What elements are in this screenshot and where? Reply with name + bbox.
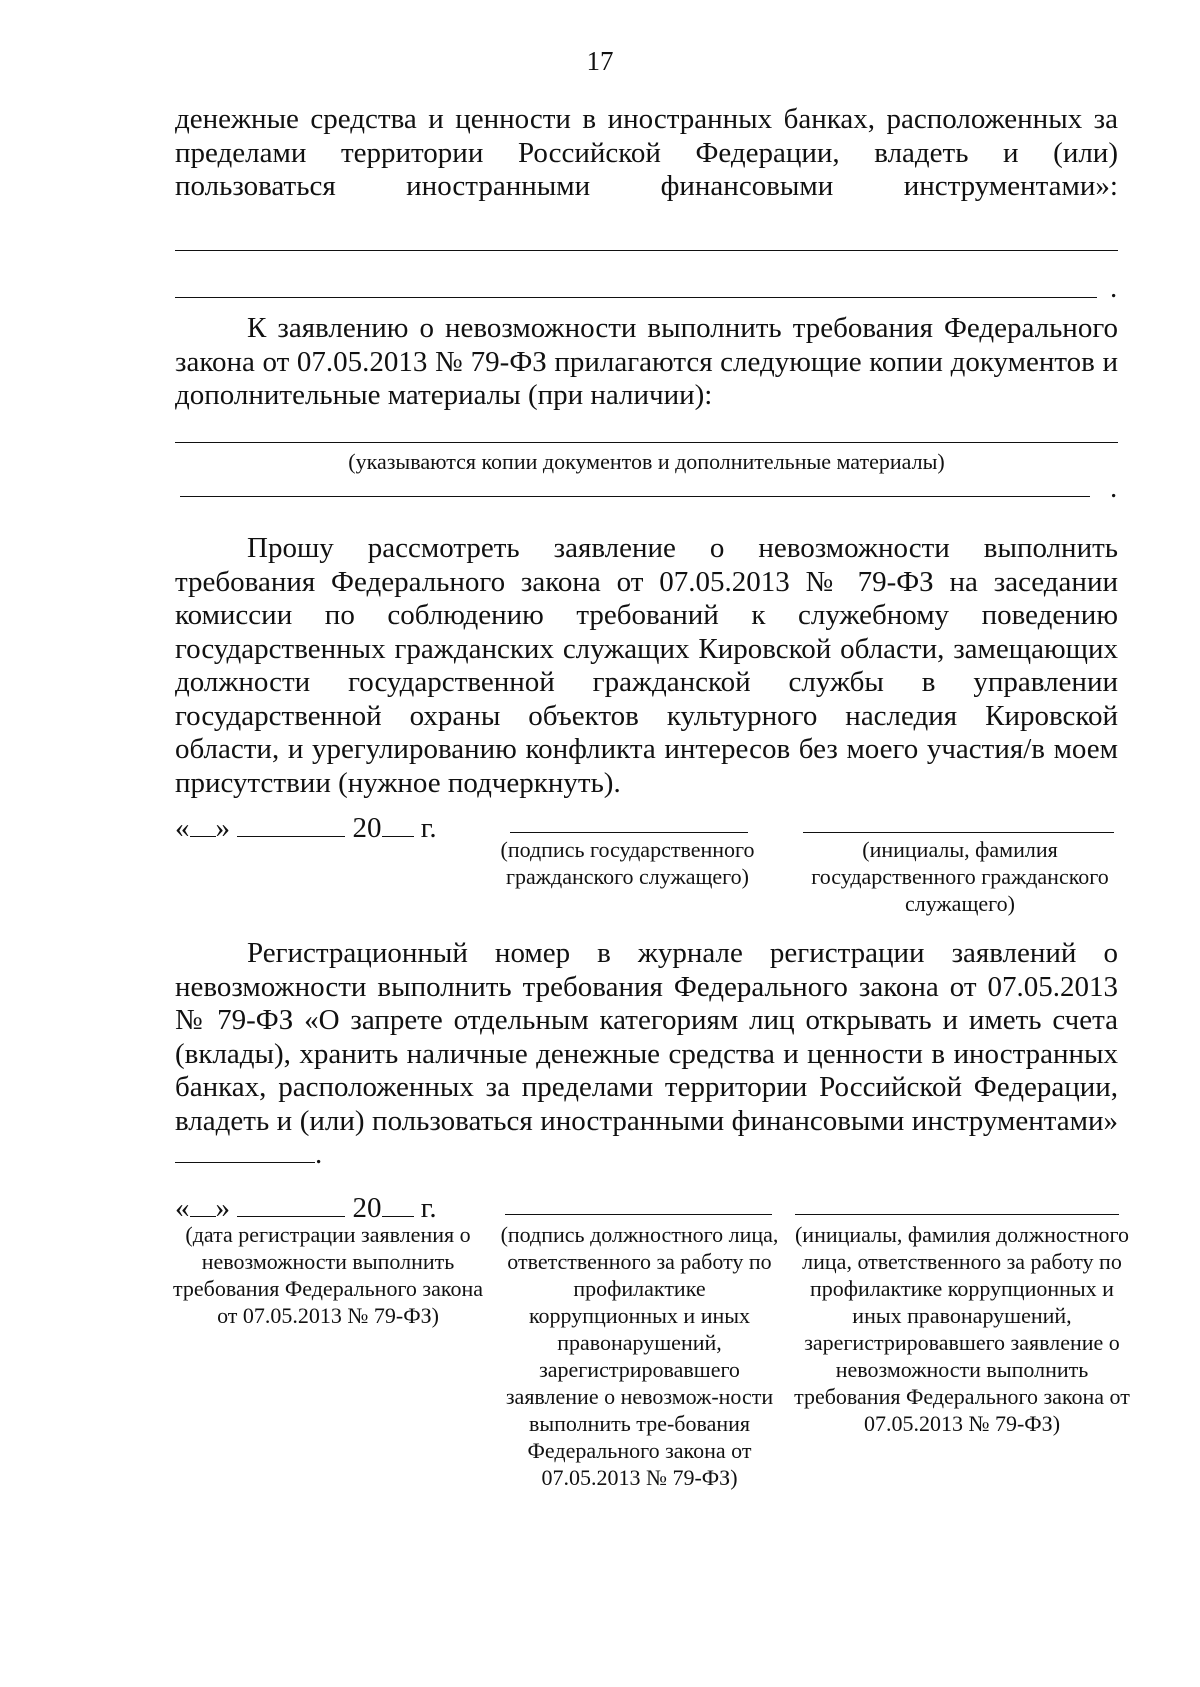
signature-date xyxy=(175,812,437,844)
blank-line xyxy=(175,250,1118,251)
name-caption: (инициалы, фамилия должностного лица, ответственного за работу по профилактике коррупционных и иных правонарушений, зарегистрировавшего заявление о невозможности выполнить требования Федерального закона от 07.05.2013 № 79-ФЗ) xyxy=(794,1222,1130,1436)
registration-text: Регистрационный номер в журнале регистрации заявлений о невозможности выполнить требования Федерального закона от 07.05.2013 № 79-ФЗ «О запрете отдельным категориям лиц открывать и иметь счета (вклады), хранить наличные денежные средства и ценности в иностранных банках, расположенных за пределами территории Российской Федерации, владеть и (или) пользоваться иностранными финансовыми инструментами» xyxy=(175,937,1118,1137)
year-prefix: 20 xyxy=(352,812,382,844)
date-close-quote: » xyxy=(215,1192,230,1224)
attachments-caption: (указываются копии документов и дополнительные материалы) xyxy=(348,449,945,474)
signature-line xyxy=(505,1214,772,1215)
attachments-paragraph: К заявлению о невозможности выполнить требования Федерального закона от 07.05.2013 № 79-ФЗ прилагаются следующие копии документов и дополнительные материалы (при наличии): xyxy=(175,312,1118,411)
registration-number-blank xyxy=(175,1138,315,1163)
line-end-dot: . xyxy=(1110,472,1118,504)
name-caption: (инициалы, фамилия государственного гражданского служащего) xyxy=(811,837,1109,916)
name-line xyxy=(803,832,1114,833)
page-number: 17 xyxy=(586,46,614,76)
date-caption: (дата регистрации заявления о невозможности выполнить требования Федерального закона от 07.05.2013 № 79-ФЗ) xyxy=(173,1222,483,1328)
name-line xyxy=(795,1214,1119,1215)
blank-line xyxy=(180,496,1090,497)
blank-line xyxy=(175,297,1097,298)
date-open-quote: « xyxy=(175,812,190,844)
blank-line xyxy=(175,442,1118,443)
signature-caption: (подпись государственного гражданского служащего) xyxy=(500,837,755,889)
year-suffix: г. xyxy=(420,812,437,844)
date-open-quote: « xyxy=(175,1192,190,1224)
year-suffix: г. xyxy=(420,1192,437,1224)
registration-paragraph xyxy=(175,937,1118,1172)
year-blank xyxy=(382,1192,414,1217)
day-blank xyxy=(190,1192,216,1217)
year-prefix: 20 xyxy=(352,1192,382,1224)
day-blank xyxy=(190,812,216,837)
registration-end-dot: . xyxy=(315,1138,323,1170)
signature-line xyxy=(510,832,748,833)
intro-paragraph: денежные средства и ценности в иностранных банках, расположенных за пределами территории Российской Федерации, владеть и (или) пользоваться иностранными финансовыми инструментами»: xyxy=(175,103,1118,202)
signature-caption: (подпись должностного лица, ответственного за работу по профилактике коррупционных и иных правонарушений, зарегистрировавшего заявление о невозмож-ности выполнить тре-бования Федерального закона от 07.05.2013 № 79-ФЗ) xyxy=(500,1222,779,1490)
line-end-dot: . xyxy=(1110,272,1118,304)
request-paragraph: Прошу рассмотреть заявление о невозможности выполнить требования Федерального закона от 07.05.2013 № 79-ФЗ на заседании комиссии по соблюдению требований к служебному поведению государственных гражданских служащих Кировской области, замещающих должности государственной гражданской службы в управлении государственной охраны объектов культурного наследия Кировской области, и урегулированию конфликта интересов без моего участия/в моем присутствии (нужное подчеркнуть). xyxy=(175,532,1118,799)
month-blank xyxy=(237,812,345,837)
date-close-quote: » xyxy=(215,812,230,844)
month-blank xyxy=(237,1192,345,1217)
registration-date xyxy=(175,1192,437,1224)
year-blank xyxy=(382,812,414,837)
